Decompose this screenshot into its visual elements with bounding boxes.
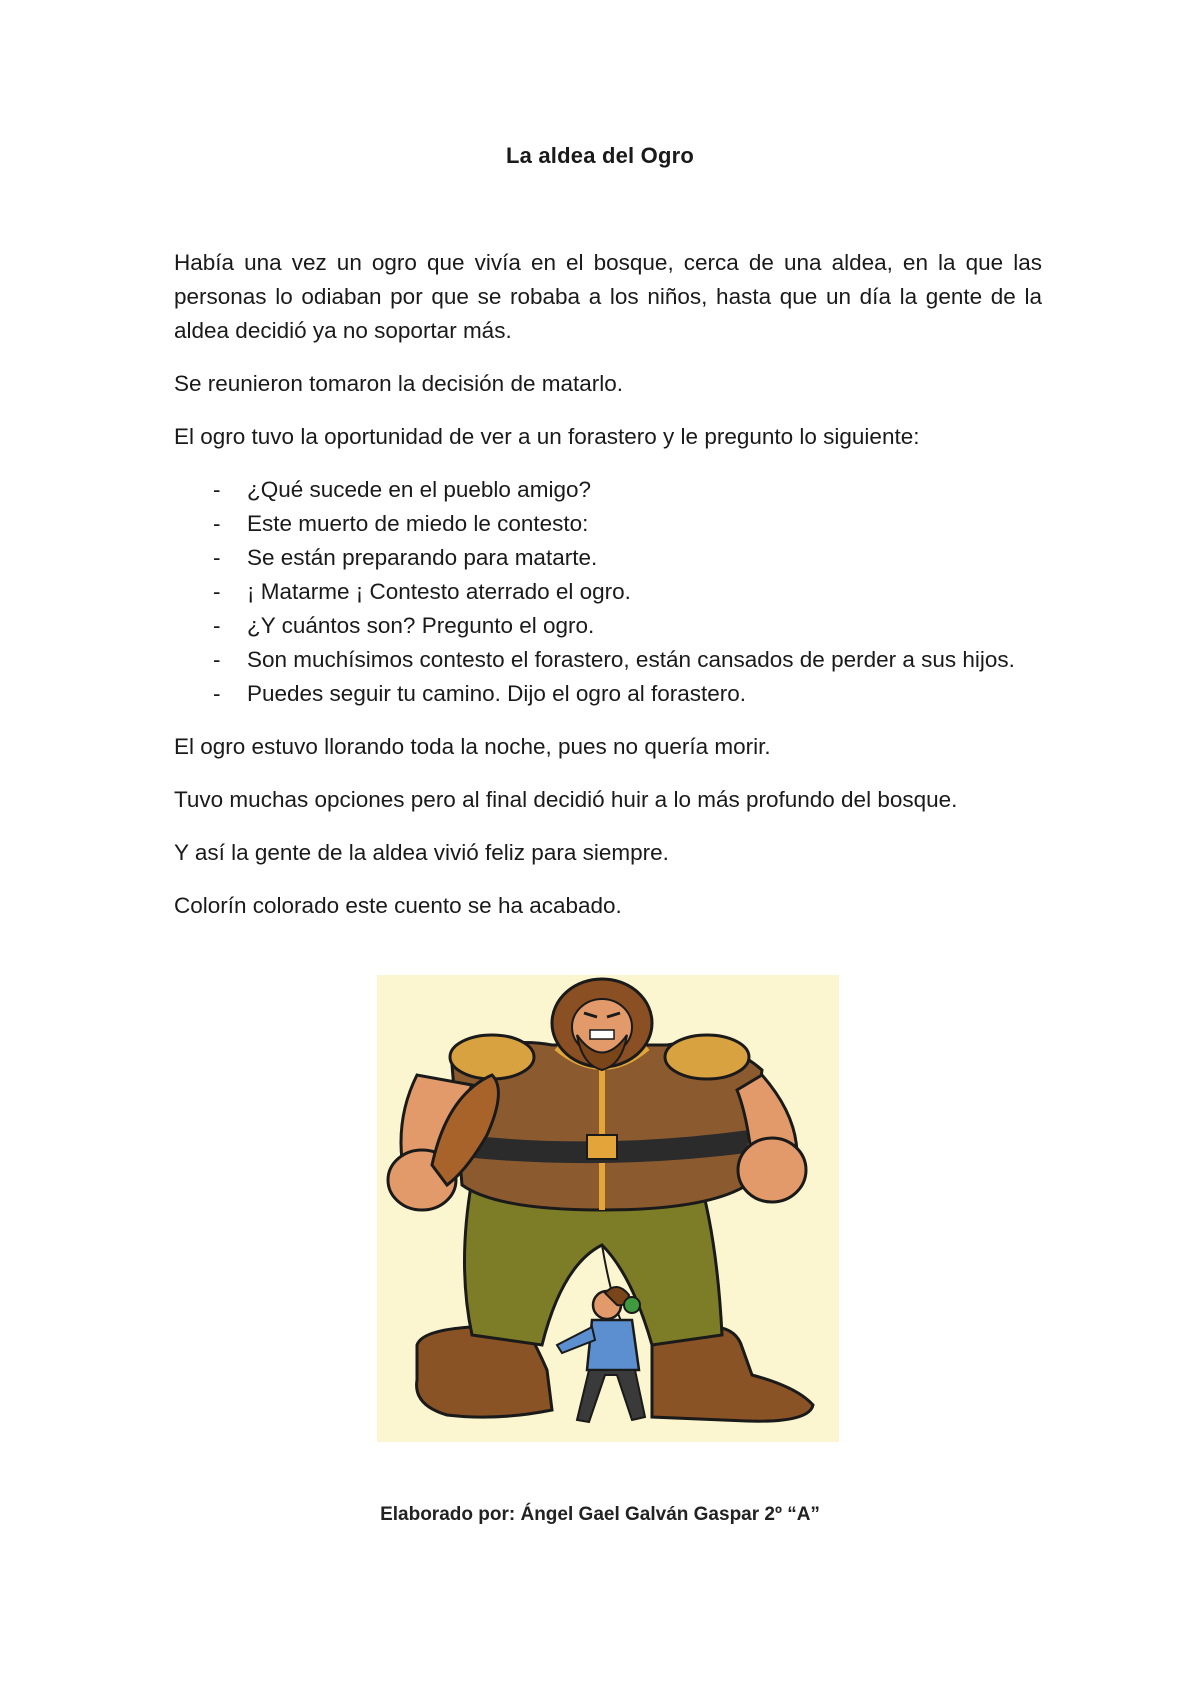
author-credit <box>0 1504 1200 1526</box>
document-title: La aldea del Ogro <box>505 143 694 168</box>
ogre-and-traveler-illustration-icon <box>377 975 839 1442</box>
dialogue-item <box>174 575 1042 609</box>
dialogue-item <box>174 677 1042 711</box>
dialogue-item <box>174 473 1042 507</box>
paragraph: Había una vez un ogro que vivía en el bosque, cerca de una aldea, en la que las personas lo odiaban por que se robaba a los niños, hasta que un día la gente de la aldea decidió ya no soportar más. <box>174 250 1042 343</box>
dash-bullet: - <box>213 647 221 672</box>
dash-bullet: - <box>213 511 221 536</box>
dialogue-item <box>174 609 1042 643</box>
dialogue-text: ¡ Matarme ¡ Contesto aterrado el ogro. <box>247 579 631 604</box>
dash-bullet: - <box>213 613 221 638</box>
dash-bullet: - <box>213 477 221 502</box>
dash-bullet: - <box>213 545 221 570</box>
paragraph: Tuvo muchas opciones pero al final decidió huir a lo más profundo del bosque. <box>174 787 958 812</box>
paragraph: Se reunieron tomaron la decisión de matarlo. <box>174 371 624 396</box>
dialogue-item <box>174 643 1042 677</box>
ogre-illustration <box>377 975 839 1442</box>
dialogue-text: ¿Qué sucede en el pueblo amigo? <box>247 477 591 502</box>
dialogue-item <box>174 541 1042 575</box>
credit-label: Elaborado por: <box>380 1504 516 1525</box>
paragraph: Colorín colorado este cuento se ha acabado. <box>174 893 622 918</box>
story-body <box>174 246 1042 942</box>
paragraph: El ogro estuvo llorando toda la noche, pues no quería morir. <box>174 734 771 759</box>
credit-name: Ángel Gael Galván Gaspar 2º “A” <box>520 1504 820 1525</box>
dash-bullet: - <box>213 579 221 604</box>
dialogue-text: Puedes seguir tu camino. Dijo el ogro al forastero. <box>247 681 747 706</box>
dialogue-text: Se están preparando para matarte. <box>247 545 598 570</box>
dialogue-text: ¿Y cuántos son? Pregunto el ogro. <box>247 613 595 638</box>
dash-bullet: - <box>213 681 221 706</box>
paragraph: El ogro tuvo la oportunidad de ver a un forastero y le pregunto lo siguiente: <box>174 424 920 449</box>
dialogue-list <box>174 473 1042 711</box>
dialogue-item <box>174 507 1042 541</box>
dialogue-text: Este muerto de miedo le contesto: <box>247 511 589 536</box>
paragraph: Y así la gente de la aldea vivió feliz para siempre. <box>174 840 669 865</box>
dialogue-text: Son muchísimos contesto el forastero, están cansados de perder a sus hijos. <box>247 647 1015 672</box>
